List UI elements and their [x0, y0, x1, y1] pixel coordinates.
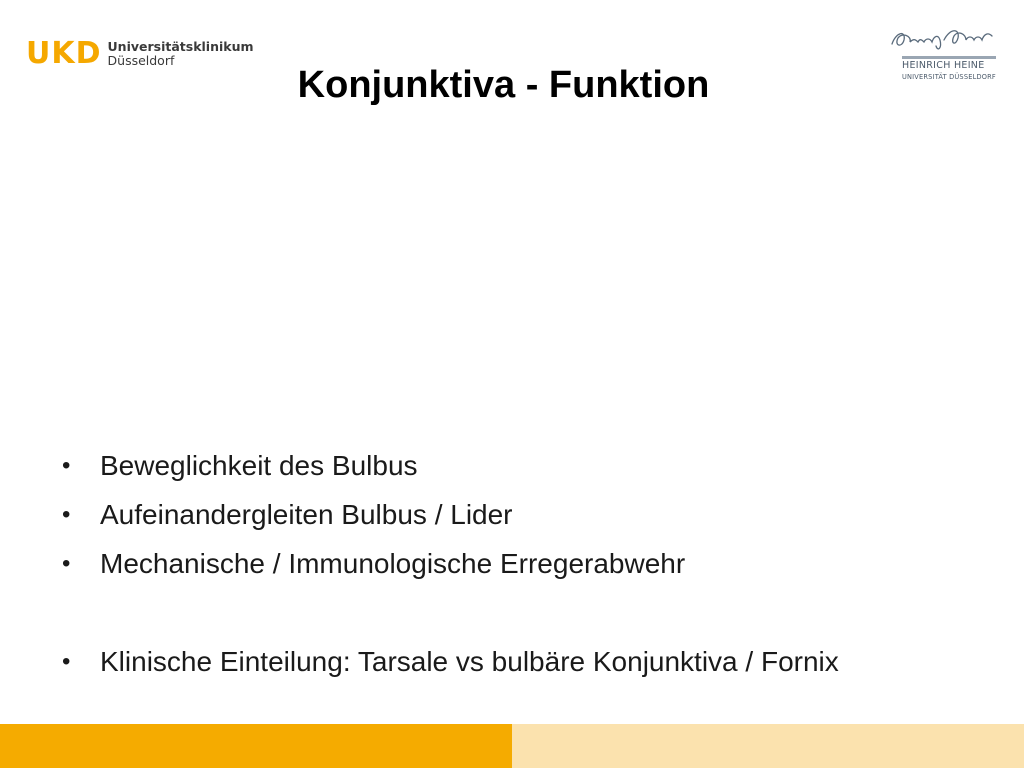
- bullet-item: [62, 494, 839, 543]
- ukd-logo-mark: UKD: [26, 36, 102, 71]
- hhu-logo-subtitle: UNIVERSITÄT DÜSSELDORF: [902, 73, 996, 81]
- slide-title: Konjunktiva - Funktion: [297, 64, 710, 106]
- hhu-logo-name: HEINRICH HEINE: [902, 60, 985, 71]
- bullet-item: [62, 543, 839, 592]
- ukd-logo-line2: Düsseldorf: [107, 53, 175, 68]
- footer-bar-accent: [0, 724, 512, 768]
- bullet-item: [62, 445, 839, 494]
- bullet-text: Aufeinandergleiten Bulbus / Lider: [100, 499, 513, 530]
- bullet-dot: •: [62, 550, 71, 577]
- bullet-dot: •: [62, 452, 71, 479]
- ukd-logo-line1: Universitätsklinikum: [107, 38, 254, 54]
- heine-signature-icon: [888, 22, 998, 58]
- bullet-dot: •: [62, 501, 71, 528]
- footer-bar-light: [512, 724, 1024, 768]
- bullet-dot: •: [62, 648, 71, 675]
- bullet-text: Beweglichkeit des Bulbus: [100, 450, 418, 481]
- bullet-item: [62, 641, 839, 690]
- hhu-logo-divider: [902, 56, 996, 59]
- bullet-list: [62, 445, 839, 690]
- bullet-text: Klinische Einteilung: Tarsale vs bulbäre Konjunktiva / Fornix: [100, 646, 839, 677]
- bullet-text: Mechanische / Immunologische Erregerabwehr: [100, 548, 686, 579]
